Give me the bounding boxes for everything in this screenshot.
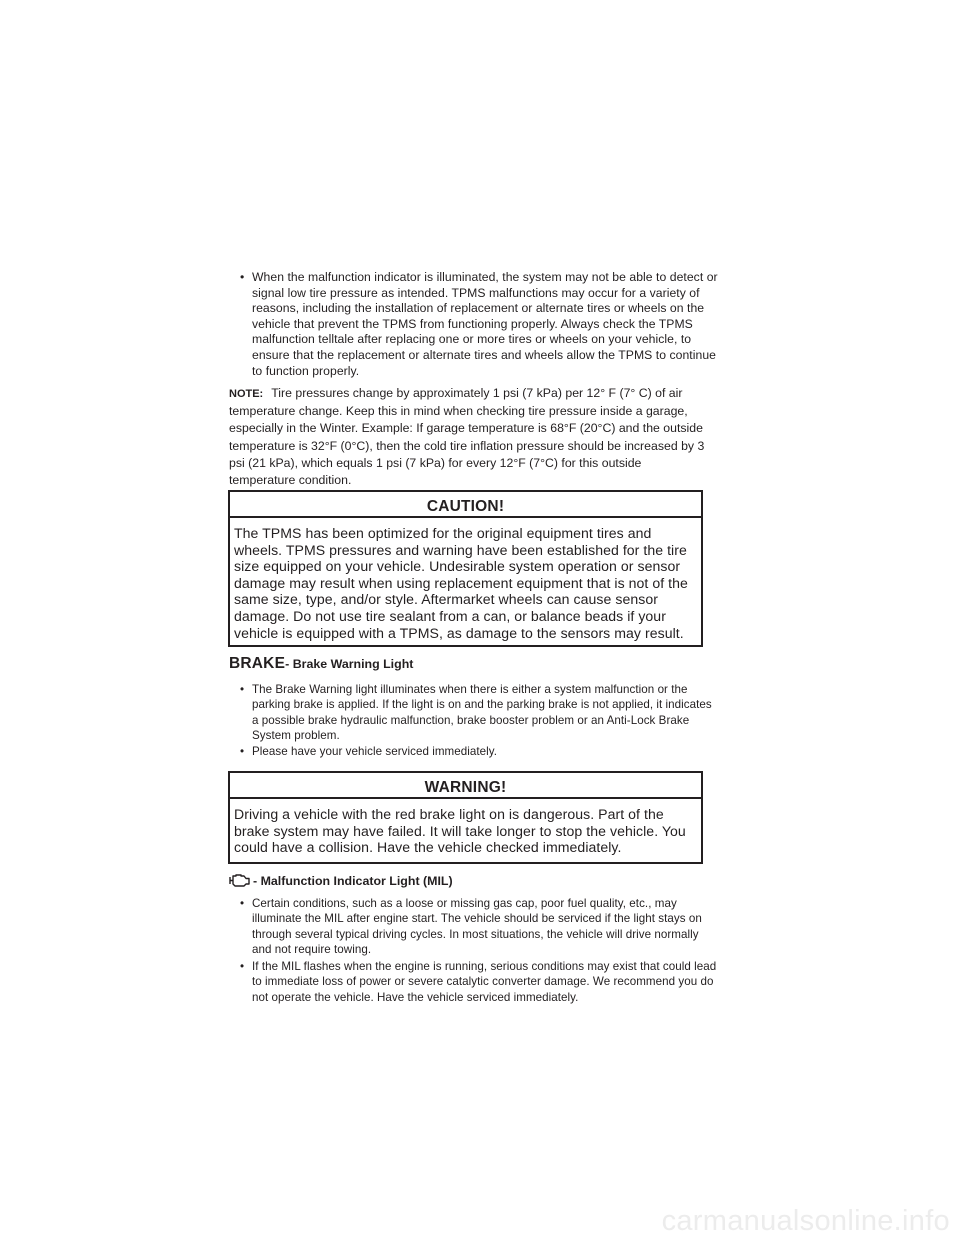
note-label: NOTE: [229, 388, 264, 400]
engine-icon [229, 872, 251, 888]
warning-body: Driving a vehicle with the red brake light on is dangerous. Part of the brake system may have failed. It will take longer to stop the vehicle. You could have a collision. Have the vehicle checked immediately. [234, 806, 686, 856]
tpms-bullet [240, 270, 718, 379]
mil-bullet [240, 959, 718, 1005]
bullet-dot: • [240, 745, 245, 758]
bullet-text: When the malfunction indicator is illuminated, the system may not be able to detect or signal low tire pressure as intended. TPMS malfunctions may occur for a variety of reasons, including the installation of replacement or alternate tires or wheels on the vehicle that prevent the TPMS from functioning properly. Always check the TPMS malfunction telltale after replacing one or more tires or wheels on your vehicle, to ensure that the replacement or alternate tires and wheels allow the TPMS to continue to function properly. [252, 270, 718, 378]
bullet-dot: • [240, 270, 245, 284]
caution-title: CAUTION! [230, 492, 701, 518]
mil-heading [229, 872, 453, 889]
bullet-dot: • [240, 960, 245, 973]
note-text: Tire pressures change by approximately 1 psi (7 kPa) per 12° F (7° C) of air temperature change. Keep this in mind when checking tire pressure inside a garage, especially in the Winter. Example: If garage temperature is 68°F (20°C) and the outside temperature is 32°F (0°C), then the cold tire inflation pressure should be increased by 3 psi (21 kPa), which equals 1 psi (7 kPa) for every 12°F (7°C) for this outside temperature condition. [229, 386, 705, 488]
mil-heading-title: - Malfunction Indicator Light (MIL) [253, 874, 453, 888]
bullet-text: Certain conditions, such as a loose or missing gas cap, poor fuel quality, etc., may illuminate the MIL after engine start. The vehicle should be serviced if the light stays on through several typical driving cycles. In most situations, the vehicle will drive normally and not require towing. [252, 897, 702, 957]
note-paragraph [229, 385, 708, 489]
brake-bullet [240, 682, 718, 744]
bullet-text: If the MIL flashes when the engine is running, serious conditions may exist that could lead to immediate loss of power or severe catalytic converter damage. We recommend you do not operate the vehicle. Have the vehicle serviced immediately. [252, 960, 717, 1004]
watermark: carmanualsonline.info [661, 1205, 950, 1237]
bullet-dot: • [240, 897, 245, 910]
bullet-text: Please have your vehicle serviced immediately. [252, 745, 498, 758]
brake-symbol: BRAKE [229, 655, 286, 672]
bullet-text: The Brake Warning light illuminates when there is either a system malfunction or the parking brake is applied. If the light is on and the parking brake is not applied, it indicates a possible brake hydraulic malfunction, brake booster problem or an Anti-Lock Brake System problem. [252, 683, 712, 743]
brake-heading [229, 656, 413, 672]
mil-bullet [240, 896, 718, 958]
bullet-dot: • [240, 683, 245, 696]
warning-box [228, 771, 703, 864]
brake-heading-title: - Brake Warning Light [285, 657, 414, 671]
brake-bullet [240, 744, 718, 759]
warning-title: WARNING! [230, 773, 701, 799]
caution-body: The TPMS has been optimized for the original equipment tires and wheels. TPMS pressures and warning have been established for the tire size equipped on your vehicle. Undesirable system operation or sensor damage may result when using replacement equipment that is not of the same size, type, and/or style. Aftermarket wheels can cause sensor damage. Do not use tire sealant from a can, or balance beads if your vehicle is equipped with a TPMS, as damage to the sensors may result. [234, 525, 688, 641]
caution-box [228, 490, 703, 647]
